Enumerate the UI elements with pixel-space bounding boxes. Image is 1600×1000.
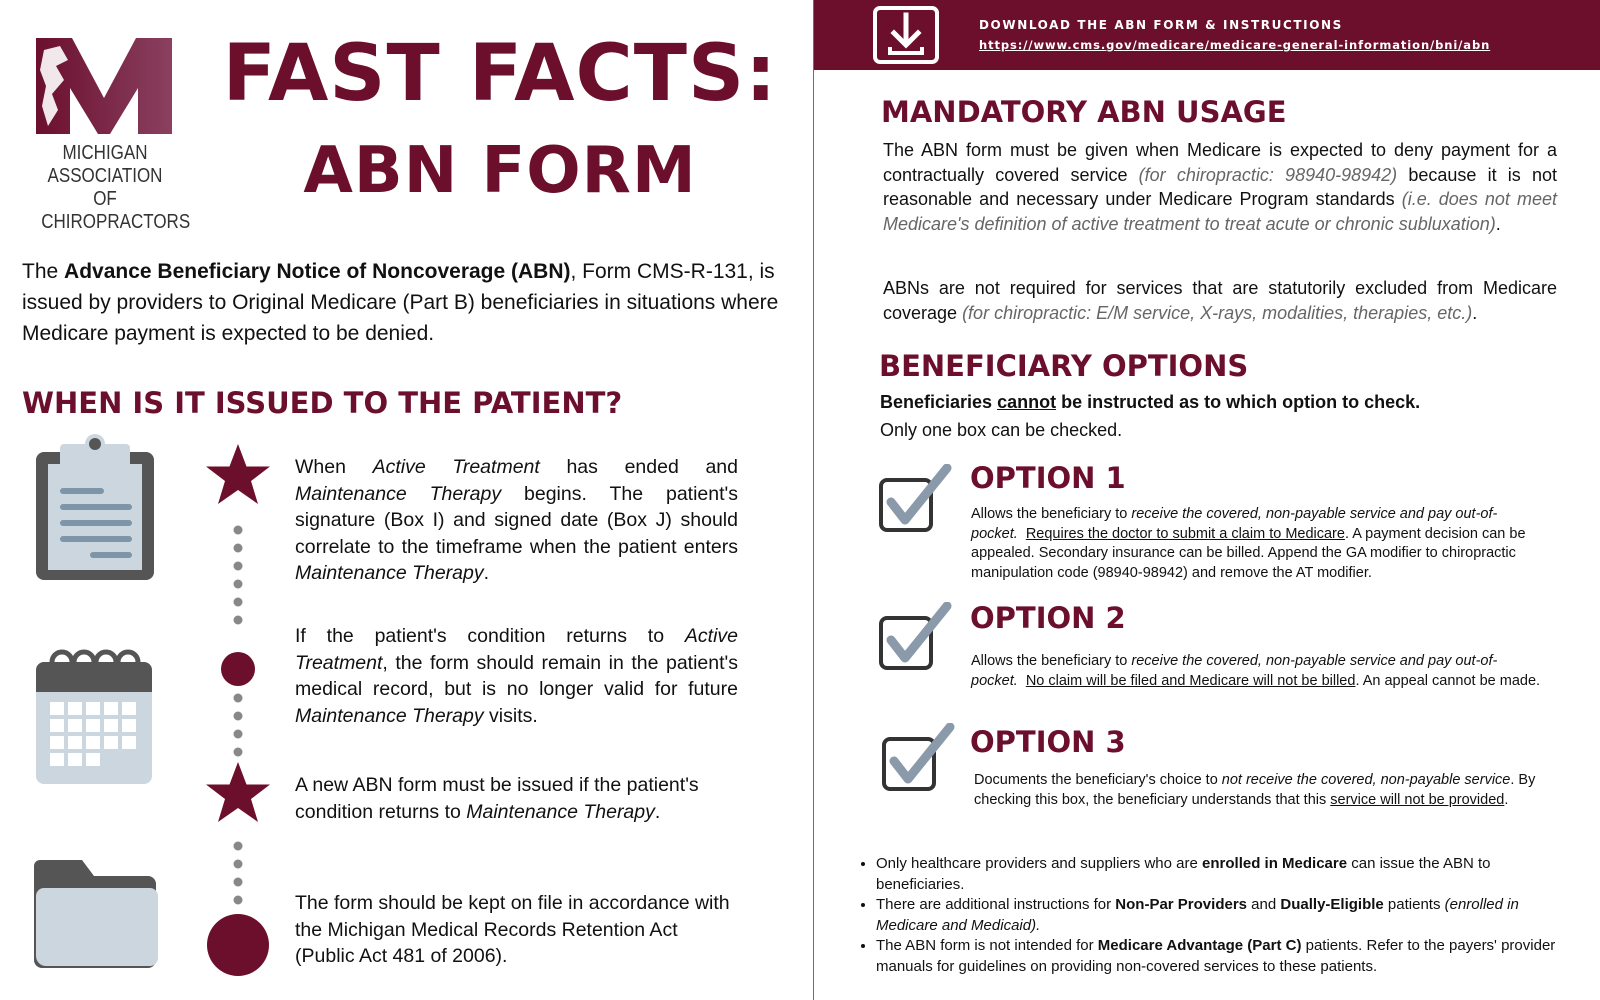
t2c: , the form should remain in the patient's medical record, but is no longer valid for future [295, 651, 738, 700]
o1d: . A payment decision can be appealed. Secondary insurance can be billed. Append the GA modifier to chiropractic manipulation code (98940-98942) and remove the AT modifier. [971, 525, 1526, 581]
mac-logo [30, 36, 191, 233]
nn3c: patients. Refer to the payers' provider manuals for guidelines on providing non-covered services to these patients. [876, 937, 1556, 975]
m2c: . [1472, 302, 1478, 323]
nn2e: patients [1383, 896, 1445, 913]
m1b: (for chiropractic: 98940-98942) [1138, 164, 1398, 185]
dot-marker-2 [207, 914, 269, 976]
option-2-title: OPTION 2 [970, 601, 1126, 635]
t3a: A new ABN form must be issued if the patient's condition returns to [295, 774, 699, 823]
t1e: begins. The patient's signature (Box I) and signed date (Box J) should correlate to the timeframe when the patient enters [295, 482, 738, 558]
option-3-title: OPTION 3 [970, 725, 1126, 759]
nn2b: Non-Par Providers [1115, 896, 1248, 913]
intro-text-1: The [22, 260, 65, 283]
page-title-line-1: FAST FACTS: [222, 29, 778, 119]
download-icon[interactable] [872, 5, 940, 65]
timeline-text-3 [295, 772, 738, 825]
nn2f: (enrolled in Medicare and Medicaid). [876, 896, 1519, 934]
m2b: (for chiropractic: E/M service, X-rays, modalities, therapies, etc.) [962, 302, 1473, 323]
folder-icon [30, 858, 160, 968]
timeline-text-1 [295, 454, 738, 587]
intro-paragraph [22, 256, 787, 349]
checkbox-icon-3 [878, 723, 958, 795]
t2a: If the patient's condition returns to [295, 625, 685, 647]
t2e: visits. [483, 704, 538, 727]
n1b-opt: cannot [997, 392, 1057, 412]
options-note-2: Only one box can be checked. [880, 420, 1123, 440]
o1c: Requires the doctor to submit a claim to Medicare [1025, 525, 1345, 542]
mandatory-paragraph-2 [883, 276, 1557, 325]
checkbox-icon-1 [875, 464, 955, 536]
page-title-line-2: ABN FORM [303, 134, 697, 208]
t1d: Maintenance Therapy [295, 482, 502, 505]
nn3a: The ABN form is not intended for [876, 937, 1098, 954]
note-item-2 [876, 895, 1576, 936]
options-heading: BENEFICIARY OPTIONS [879, 349, 1249, 383]
m1c: because it is not reasonable and necessary under Medicare Program standards [883, 164, 1557, 209]
t2d: Maintenance Therapy [295, 704, 484, 727]
o3b: not receive the covered, non-payable service [1221, 772, 1511, 788]
m2a: ABNs are not required for services that are statutorily excluded from Medicare coverage [883, 278, 1557, 323]
timeline [198, 438, 278, 998]
options-note-1 [880, 390, 1420, 414]
t1a: When [295, 456, 373, 478]
t1c: has ended and [539, 456, 738, 478]
m1d: (i.e. does not meet Medicare's definition of active treatment to treat acute or chronic subluxation) [883, 189, 1557, 234]
michigan-m-logo-icon [30, 36, 180, 136]
dot-marker-1 [221, 652, 255, 686]
t3b: Maintenance Therapy [466, 800, 655, 823]
o3e: . [1504, 791, 1509, 808]
column-divider [813, 0, 814, 1000]
download-link[interactable]: https://www.cms.gov/medicare/medicare-general-information/bni/abn [979, 38, 1491, 52]
m1e: . [1495, 213, 1501, 234]
o3d: service will not be provided [1330, 791, 1505, 808]
star-marker-2 [206, 762, 270, 822]
logo-line-2: ASSOCIATION OF [47, 165, 163, 210]
o3c: . By checking this box, the beneficiary understands that this [974, 772, 1536, 808]
intro-text-2: , Form CMS-R-131, is issued by providers to Original Medicare (Part B) beneficiaries in situations where Medicare payment is expected to be denied. [22, 260, 779, 345]
o1b: receive the covered, non-payable service and pay out-of-pocket. [971, 506, 1498, 542]
o2c: No claim will be filed and Medicare will not be billed [1025, 672, 1356, 689]
nn3b: Medicare Advantage (Part C) [1097, 937, 1302, 954]
notes-list [858, 854, 1576, 977]
o2d: . An appeal cannot be made. [1355, 672, 1541, 689]
when-issued-heading: WHEN IS IT ISSUED TO THE PATIENT? [22, 386, 623, 420]
note-item-3 [876, 936, 1576, 977]
nn2c: and [1247, 896, 1281, 913]
t3c: . [654, 800, 661, 823]
nn1a: Only healthcare providers and suppliers who are [876, 855, 1203, 872]
timeline-text-4: The form should be kept on file in accordance with the Michigan Medical Records Retention Act (Public Act 481 of 2006). [295, 892, 730, 967]
option-2-text [971, 652, 1563, 691]
n1a-opt: Beneficiaries [880, 392, 998, 412]
o2a: Allows the beneficiary to [971, 653, 1132, 669]
intro-abn-name: Advance Beneficiary Notice of Noncoverage (ABN) [64, 260, 571, 283]
nn1c: can issue the ABN to beneficiaries. [876, 855, 1491, 893]
t1b: Active Treatment [372, 456, 540, 478]
nn2d: Dually-Eligible [1280, 896, 1384, 913]
mandatory-heading: MANDATORY ABN USAGE [881, 95, 1287, 129]
t1f: Maintenance Therapy [295, 562, 484, 584]
t1g: . [483, 562, 490, 584]
logo-line-1: MICHIGAN [62, 142, 148, 164]
t2b: Active Treatment [295, 625, 738, 674]
nn1b: enrolled in Medicare [1202, 855, 1348, 872]
mandatory-paragraph-1 [883, 138, 1557, 236]
checkbox-icon-2 [875, 602, 955, 674]
o1a: Allows the beneficiary to [971, 506, 1132, 522]
o3a: Documents the beneficiary's choice to [974, 772, 1222, 788]
option-3-text [974, 771, 1549, 810]
o2b: receive the covered, non-payable service and pay out-of-pocket. [971, 653, 1498, 689]
download-label: DOWNLOAD THE ABN FORM & INSTRUCTIONS [979, 18, 1343, 32]
logo-line-3: CHIROPRACTORS [41, 211, 191, 233]
timeline-text-2 [295, 623, 738, 729]
n1c-opt: be instructed as to which option to check. [1056, 392, 1421, 412]
calendar-icon [30, 646, 160, 786]
star-marker-1 [206, 444, 270, 504]
m1a: The ABN form must be given when Medicare is expected to deny payment for a contractually covered service [883, 140, 1557, 185]
option-1-text [971, 505, 1563, 583]
nn2a: There are additional instructions for [876, 896, 1116, 913]
note-item-1 [876, 854, 1576, 895]
option-1-title: OPTION 1 [970, 461, 1126, 495]
clipboard-icon [30, 432, 160, 592]
